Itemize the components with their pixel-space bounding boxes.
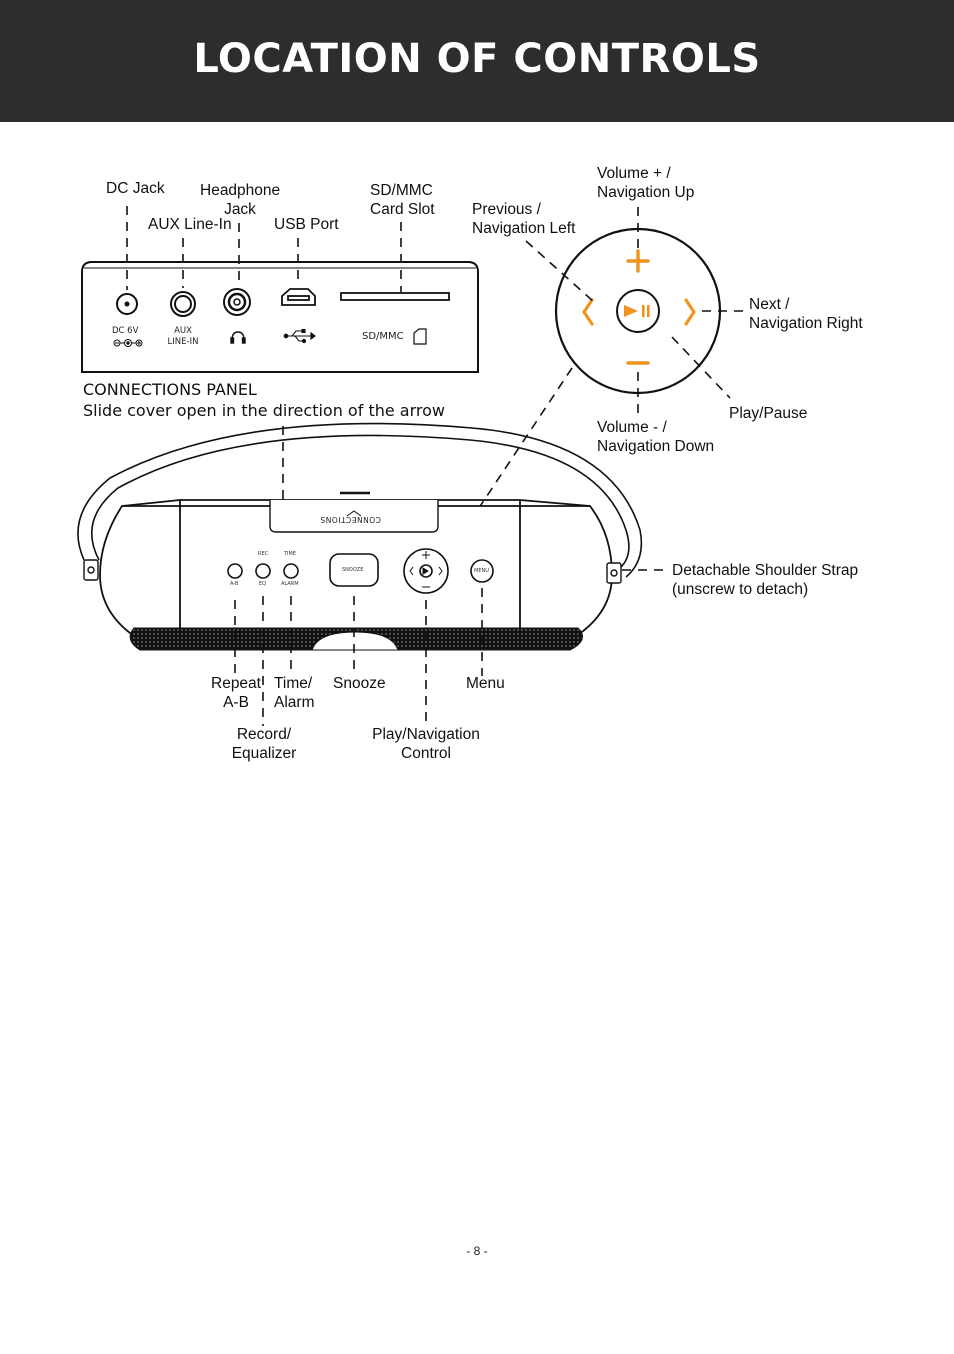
play-navigation-label: Play/Navigation Control: [372, 726, 480, 762]
connections-cover: [270, 493, 438, 532]
rec-marking: REC: [258, 551, 269, 557]
dc-marking: DC 6V: [112, 326, 139, 336]
page-number: - 8 -: [466, 1244, 488, 1258]
snooze-label: Snooze: [333, 675, 386, 692]
page-title: LOCATION OF CONTROLS: [193, 36, 761, 82]
dc-jack-label: DC Jack: [106, 180, 165, 197]
ab-marking: A-B: [230, 581, 239, 587]
connections-panel-title: CONNECTIONS PANEL: [83, 380, 257, 399]
headphone-jack-label: Headphone Jack: [200, 182, 281, 218]
alarm-marking: ALARM: [281, 581, 299, 587]
menu-marking: MENU: [474, 568, 489, 574]
sd-mmc-slot-label: SD/MMC Card Slot: [370, 182, 435, 218]
usb-port-label: USB Port: [274, 216, 339, 233]
eq-marking: EQ: [259, 581, 267, 587]
time-alarm-label: Time/ Alarm: [274, 675, 315, 711]
record-eq-label: Record/ Equalizer: [231, 726, 297, 762]
speaker-grille: [130, 628, 582, 650]
snooze-marking: SNOOZE: [342, 567, 364, 573]
time-marking: TIME: [284, 551, 297, 557]
previous-label: Previous / Navigation Left: [472, 201, 576, 237]
volume-up-label: Volume + / Navigation Up: [597, 165, 695, 201]
volume-down-label: Volume - / Navigation Down: [597, 419, 715, 455]
repeat-ab-label: Repeat A-B: [211, 675, 261, 711]
connections-marking: CONNECTIONS: [320, 515, 381, 524]
play-pause-label: Play/Pause: [729, 405, 808, 422]
shoulder-strap-label: Detachable Shoulder Strap (unscrew to detach): [672, 562, 859, 598]
aux-marking: AUX LINE-IN: [167, 326, 199, 347]
repeat-ab-button: [228, 564, 242, 578]
time-alarm-button: [284, 564, 298, 578]
strap-screw-left: [84, 560, 98, 580]
strap-screw-right: [607, 563, 621, 583]
menu-label: Menu: [466, 675, 505, 692]
aux-line-in-label: AUX Line-In: [148, 216, 232, 233]
connections-panel: [82, 262, 478, 372]
next-label: Next / Navigation Right: [749, 296, 863, 332]
sd-marking: SD/MMC: [362, 331, 404, 342]
connections-panel-subtitle: Slide cover open in the direction of the arrow: [83, 401, 445, 420]
record-eq-button: [256, 564, 270, 578]
